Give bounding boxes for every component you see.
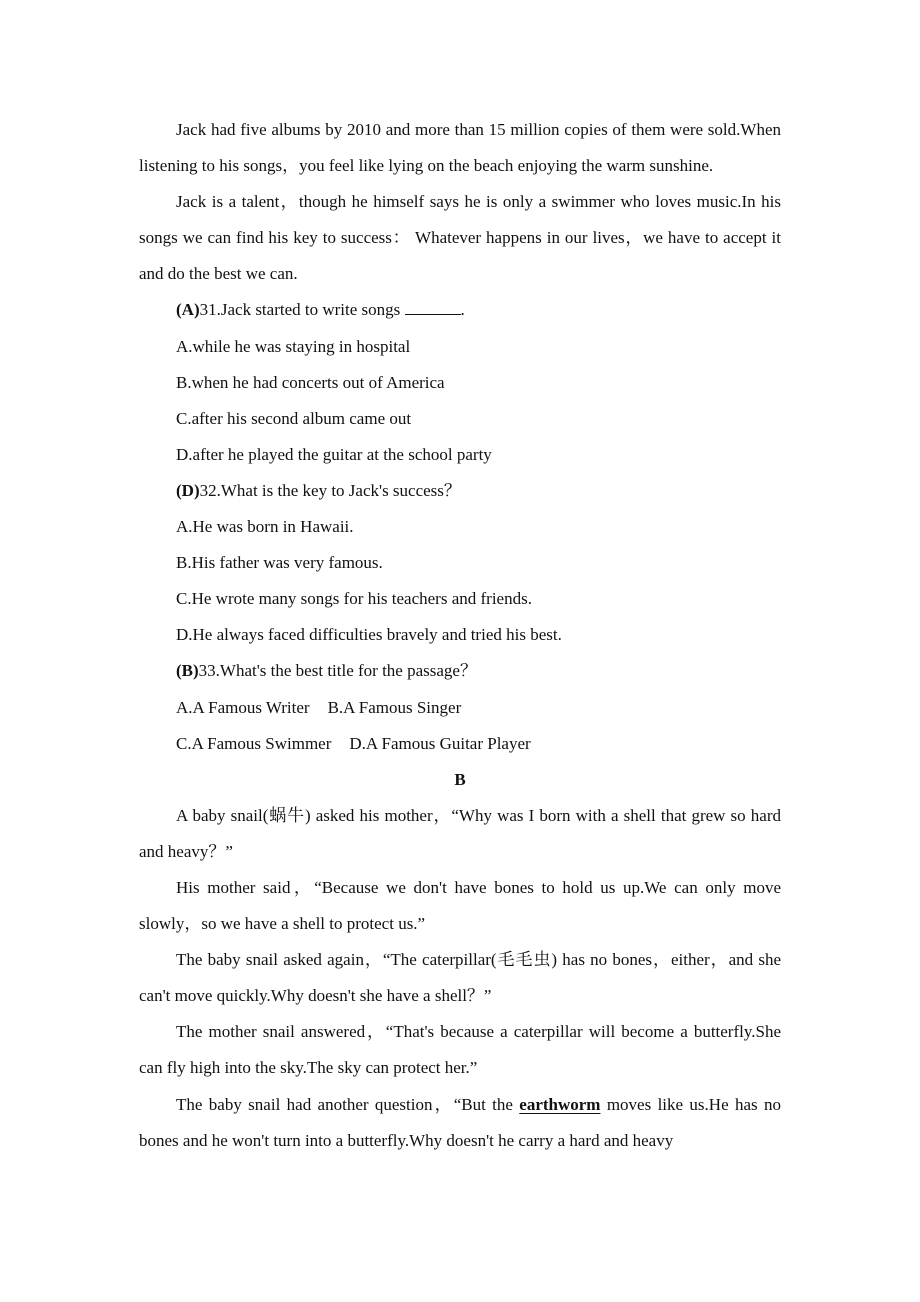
option-32-a: A.He was born in Hawaii. [176,517,354,537]
passage-b-paragraph-4: The mother snail answered，“That's because a caterpillar will become a butterfly.She can fly high into the sky.The sky can protect her.” [139,1022,781,1078]
option-33-d: D.A Famous Guitar Player [349,733,531,753]
passage-b-paragraph-5: The baby snail had another question，“But the earthworm moves like us.He has no bones and he won't turn into a butterfly.Why doesn't he carry a hard and heavy [139,1094,781,1150]
underlined-word-earthworm: earthworm [519,1094,601,1114]
passage-b-paragraph-2: His mother said，“Because we don't have bones to hold us up.We can only move slowly，so we have a shell to protect us.” [139,877,781,934]
option-31-a: A.while he was staying in hospital [176,336,411,356]
passage-b-paragraph-3: The baby snail asked again，“The caterpillar(毛毛虫) has no bones，either，and she can't move quickly.Why doesn't she have a shell？” [139,950,781,1006]
document-page [139,112,781,1159]
question-31-stem: 31.Jack started to write songs [199,300,405,320]
section-b-heading: B [454,769,466,789]
option-33-a: A.A Famous Writer [176,697,310,717]
question-33-stem: 33.What's the best title for the passage？ [198,661,477,681]
answer-32: (D) [176,480,200,500]
option-33-c: C.A Famous Swimmer [176,733,332,753]
question-32 [139,473,781,509]
question-33 [139,653,781,689]
question-32-stem: 32.What is the key to Jack's success？ [199,480,461,500]
option-31-d: D.after he played the guitar at the school party [176,444,492,464]
passage-b-paragraph-1: A baby snail(蜗牛) asked his mother，“Why was I born with a shell that grew so hard and heavy？” [139,805,781,861]
option-31-c: C.after his second album came out [176,408,412,428]
answer-31: (A) [176,300,200,320]
passage-a-paragraph-2: Jack is a talent，though he himself says he is only a swimmer who loves music.In his songs we can find his key to success： Whatever happens in our lives，we have to accept it and do the best we can. [139,192,781,284]
option-32-c: C.He wrote many songs for his teachers and friends. [176,589,532,609]
answer-blank [405,300,461,315]
options-33-cd [139,726,781,762]
options-33-ab [139,690,781,726]
option-32-b: B.His father was very famous. [176,553,383,573]
passage-a-paragraph-1: Jack had five albums by 2010 and more than 15 million copies of them were sold.When listening to his songs，you feel like lying on the beach enjoying the warm sunshine. [139,120,781,176]
answer-33: (B) [176,661,199,681]
option-33-b: B.A Famous Singer [327,697,462,717]
option-32-d: D.He always faced difficulties bravely and tried his best. [176,625,562,645]
option-31-b: B.when he had concerts out of America [176,372,445,392]
question-31: (A)31.Jack started to write songs . [176,300,465,320]
